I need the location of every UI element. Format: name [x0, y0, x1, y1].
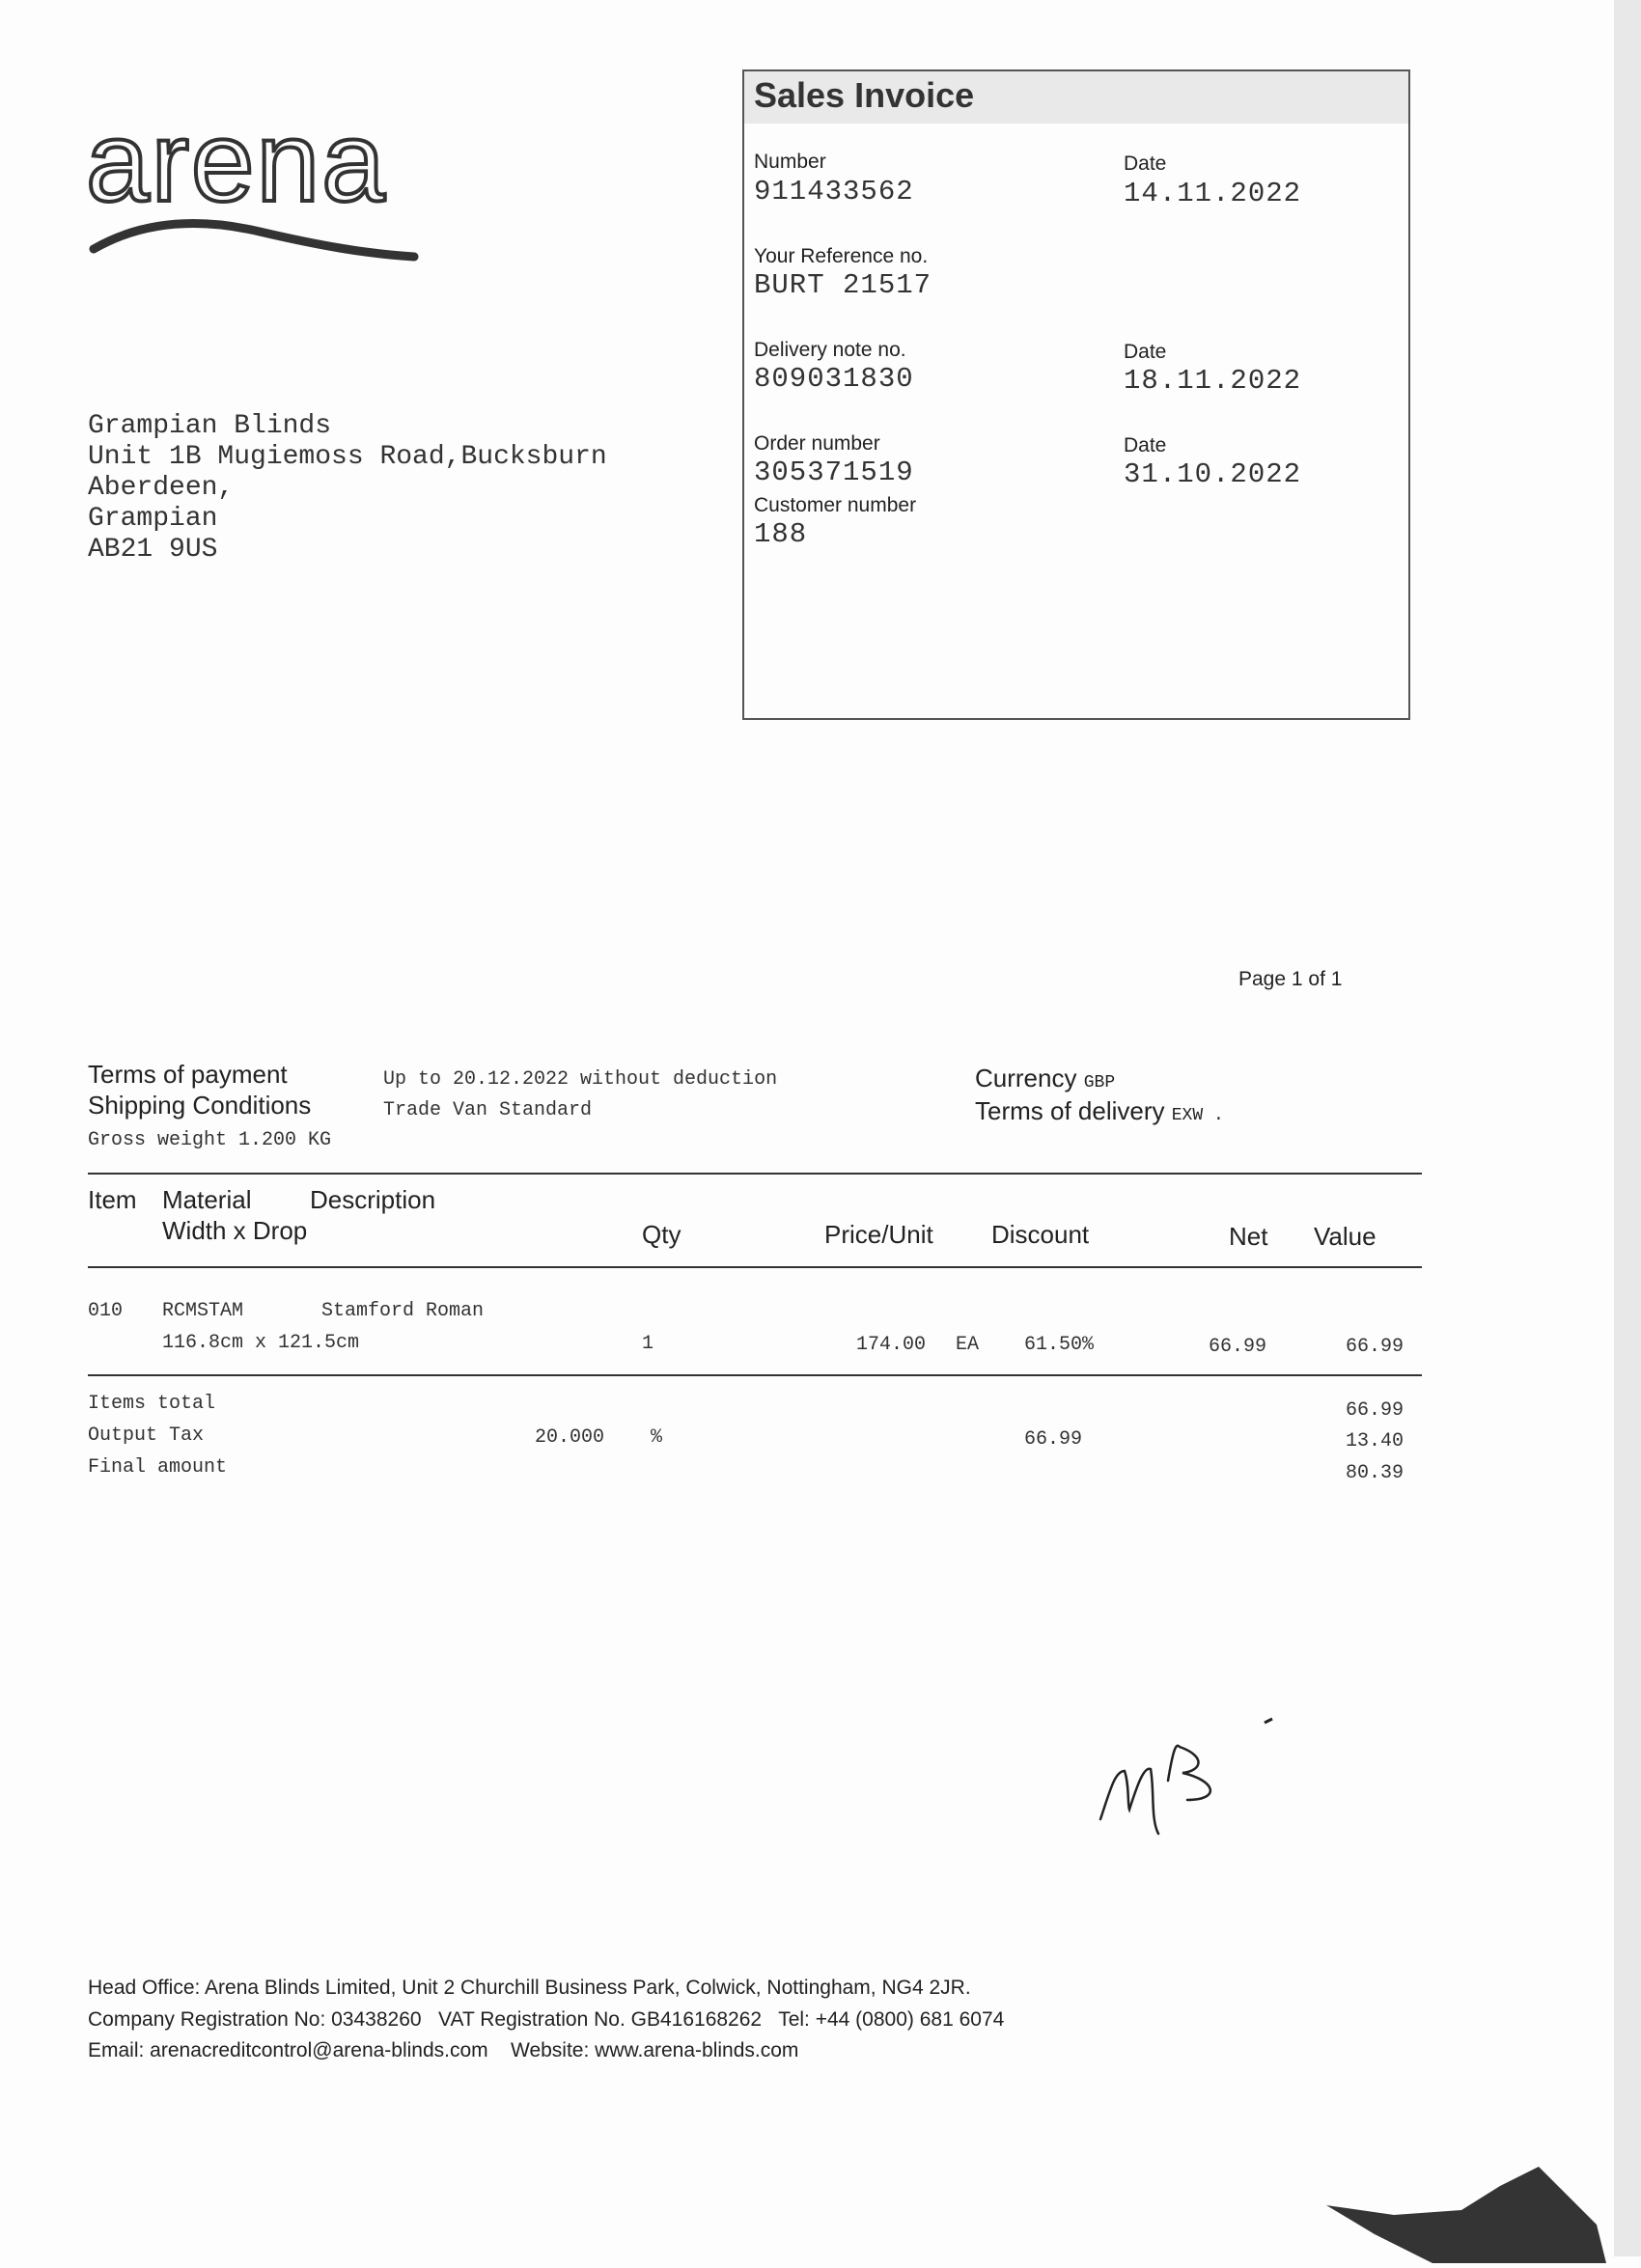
order-number: 305371519	[754, 456, 914, 488]
currency-label	[975, 1064, 1115, 1093]
row-unit: EA	[956, 1334, 980, 1356]
footer-head-office: Head Office: Arena Blinds Limited, Unit 2 Churchill Business Park, Colwick, Nottingham, NG4 2JR.	[88, 1977, 971, 1999]
col-description: Description	[310, 1185, 436, 1214]
number-label: Number	[754, 151, 826, 173]
col-width-drop: Width x Drop	[162, 1216, 308, 1245]
order-date: 31.10.2022	[1124, 458, 1302, 490]
col-material: Material	[162, 1185, 252, 1214]
page-right-edge	[1614, 0, 1641, 2256]
divider	[88, 1374, 1422, 1376]
row-qty: 1	[642, 1333, 654, 1355]
date-label: Date	[1124, 152, 1167, 175]
footer-contact: Email: arenacreditcontrol@arena-blinds.com Website: www.arena-blinds.com	[88, 2039, 799, 2061]
order-date-label: Date	[1124, 434, 1167, 456]
delivery-terms-label	[975, 1096, 1224, 1126]
row-size: 116.8cm x 121.5cm	[162, 1332, 360, 1354]
arena-logo	[86, 114, 419, 263]
tax-rate: 20.000	[535, 1426, 605, 1449]
shipping-label: Shipping Conditions	[88, 1091, 312, 1120]
gross-weight: Gross weight 1.200 KG	[88, 1129, 332, 1151]
row-net: 66.99	[1209, 1336, 1267, 1358]
row-material: RCMSTAM	[162, 1300, 244, 1322]
address-line: Grampian	[88, 504, 218, 534]
delivery-note-value: 809031830	[754, 363, 914, 395]
terms-payment-value: Up to 20.12.2022 without deduction	[383, 1068, 778, 1091]
currency-label-text: Currency	[975, 1064, 1077, 1093]
col-item: Item	[88, 1185, 137, 1214]
items-total-label: Items total	[88, 1393, 216, 1415]
divider	[88, 1173, 1422, 1175]
footer-registration: Company Registration No: 03438260 VAT Registration No. GB416168262 Tel: +44 (0800) 681 6074	[88, 2008, 1005, 2031]
delivery-terms-text: Terms of delivery	[975, 1096, 1165, 1125]
row-value: 66.99	[1346, 1336, 1405, 1358]
row-price: 174.00	[856, 1334, 927, 1356]
invoice-details-box	[742, 69, 1410, 720]
delivery-note-label: Delivery note no.	[754, 339, 906, 361]
row-item: 010	[88, 1300, 124, 1322]
reference-label: Your Reference no.	[754, 245, 929, 267]
handwritten-signature	[1091, 1713, 1284, 1853]
invoice-number: 911433562	[754, 176, 914, 207]
invoice-title: Sales Invoice	[754, 75, 975, 115]
tax-percent: %	[651, 1426, 663, 1449]
scan-smudge	[1317, 2157, 1606, 2268]
row-description: Stamford Roman	[321, 1300, 485, 1322]
col-discount: Discount	[991, 1220, 1090, 1249]
customer-number: 188	[754, 518, 808, 550]
terms-payment-label: Terms of payment	[88, 1060, 288, 1089]
row-discount: 61.50%	[1024, 1334, 1095, 1356]
final-amount-value: 80.39	[1346, 1462, 1405, 1484]
customer-number-label: Customer number	[754, 494, 917, 516]
currency-value: GBP	[1083, 1073, 1116, 1093]
delivery-date-label: Date	[1124, 341, 1167, 363]
order-number-label: Order number	[754, 432, 880, 455]
address-line: Aberdeen,	[88, 473, 235, 503]
col-net: Net	[1229, 1222, 1268, 1251]
svg-text:arena: arena	[86, 114, 387, 226]
customer-address	[88, 411, 607, 566]
col-value: Value	[1314, 1222, 1377, 1251]
reference-value: BURT 21517	[754, 269, 932, 301]
col-qty: Qty	[642, 1220, 681, 1249]
delivery-terms-value: EXW .	[1171, 1106, 1224, 1125]
items-total-value: 66.99	[1346, 1399, 1405, 1422]
final-amount-label: Final amount	[88, 1456, 228, 1479]
invoice-date: 14.11.2022	[1124, 178, 1302, 209]
delivery-date: 18.11.2022	[1124, 365, 1302, 397]
address-line: Unit 1B Mugiemoss Road,Bucksburn	[88, 442, 607, 472]
address-line: Grampian Blinds	[88, 411, 332, 441]
tax-value: 13.40	[1346, 1430, 1405, 1452]
tax-base: 66.99	[1024, 1428, 1083, 1451]
page-number: Page 1 of 1	[1238, 968, 1343, 990]
shipping-value: Trade Van Standard	[383, 1099, 593, 1121]
col-price-unit: Price/Unit	[824, 1220, 933, 1249]
output-tax-label: Output Tax	[88, 1424, 205, 1447]
address-line: AB21 9US	[88, 535, 218, 565]
divider	[88, 1266, 1422, 1268]
